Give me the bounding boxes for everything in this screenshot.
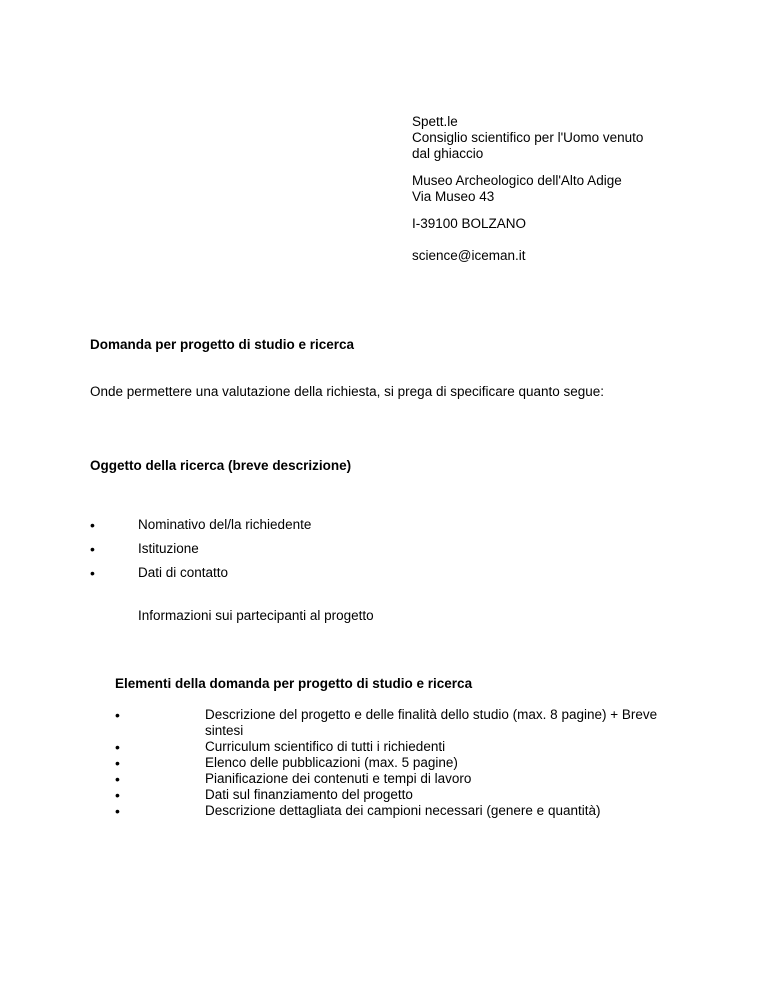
museum-address <box>412 173 672 205</box>
section1-list <box>90 517 490 589</box>
bullet-icon <box>90 517 95 534</box>
recipient-salutation: Spett.le <box>412 114 458 129</box>
intro-text: Onde permettere una valutazione della richiesta, si prega di specificare quanto segue: <box>90 384 605 399</box>
bullet-icon <box>90 565 95 582</box>
bullet-icon <box>115 771 120 788</box>
list-item: • Dati di contatto <box>90 565 490 589</box>
list-item: • Pianificazione dei contenuti e tempi di lavoro <box>115 771 675 787</box>
recipient-address-block <box>412 114 672 162</box>
recipient-org-line2: dal ghiaccio <box>412 146 484 161</box>
bullet-icon <box>115 803 120 820</box>
section2-list <box>115 707 675 819</box>
list-item: • Curriculum scientifico di tutti i richiedenti <box>115 739 675 755</box>
recipient-org-line1: Consiglio scientifico per l'Uomo venuto <box>412 130 644 145</box>
list-item: • Descrizione dettagliata dei campioni necessari (genere e quantità) <box>115 803 675 819</box>
section2-heading: Elementi della domanda per progetto di studio e ricerca <box>115 676 473 691</box>
document-title: Domanda per progetto di studio e ricerca <box>90 337 355 352</box>
bullet-icon <box>90 541 95 558</box>
bullet-icon <box>115 739 120 756</box>
museum-street: Via Museo 43 <box>412 189 495 204</box>
contact-email: science@iceman.it <box>412 248 526 263</box>
bullet-icon <box>115 755 120 772</box>
bullet-icon <box>115 787 120 804</box>
participants-note: Informazioni sui partecipanti al progetto <box>138 608 374 623</box>
list-item: • Dati sul finanziamento del progetto <box>115 787 675 803</box>
list-item: • Nominativo del/la richiedente <box>90 517 490 541</box>
section1-heading: Oggetto della ricerca (breve descrizione) <box>90 458 352 473</box>
museum-city: I-39100 BOLZANO <box>412 216 527 231</box>
list-item: • Elenco delle pubblicazioni (max. 5 pagine) <box>115 755 675 771</box>
list-item: • Descrizione del progetto e delle finalità dello studio (max. 8 pagine) + Breve sintesi <box>115 707 675 739</box>
list-item: • Istituzione <box>90 541 490 565</box>
museum-name: Museo Archeologico dell'Alto Adige <box>412 173 622 188</box>
bullet-icon <box>115 707 120 724</box>
